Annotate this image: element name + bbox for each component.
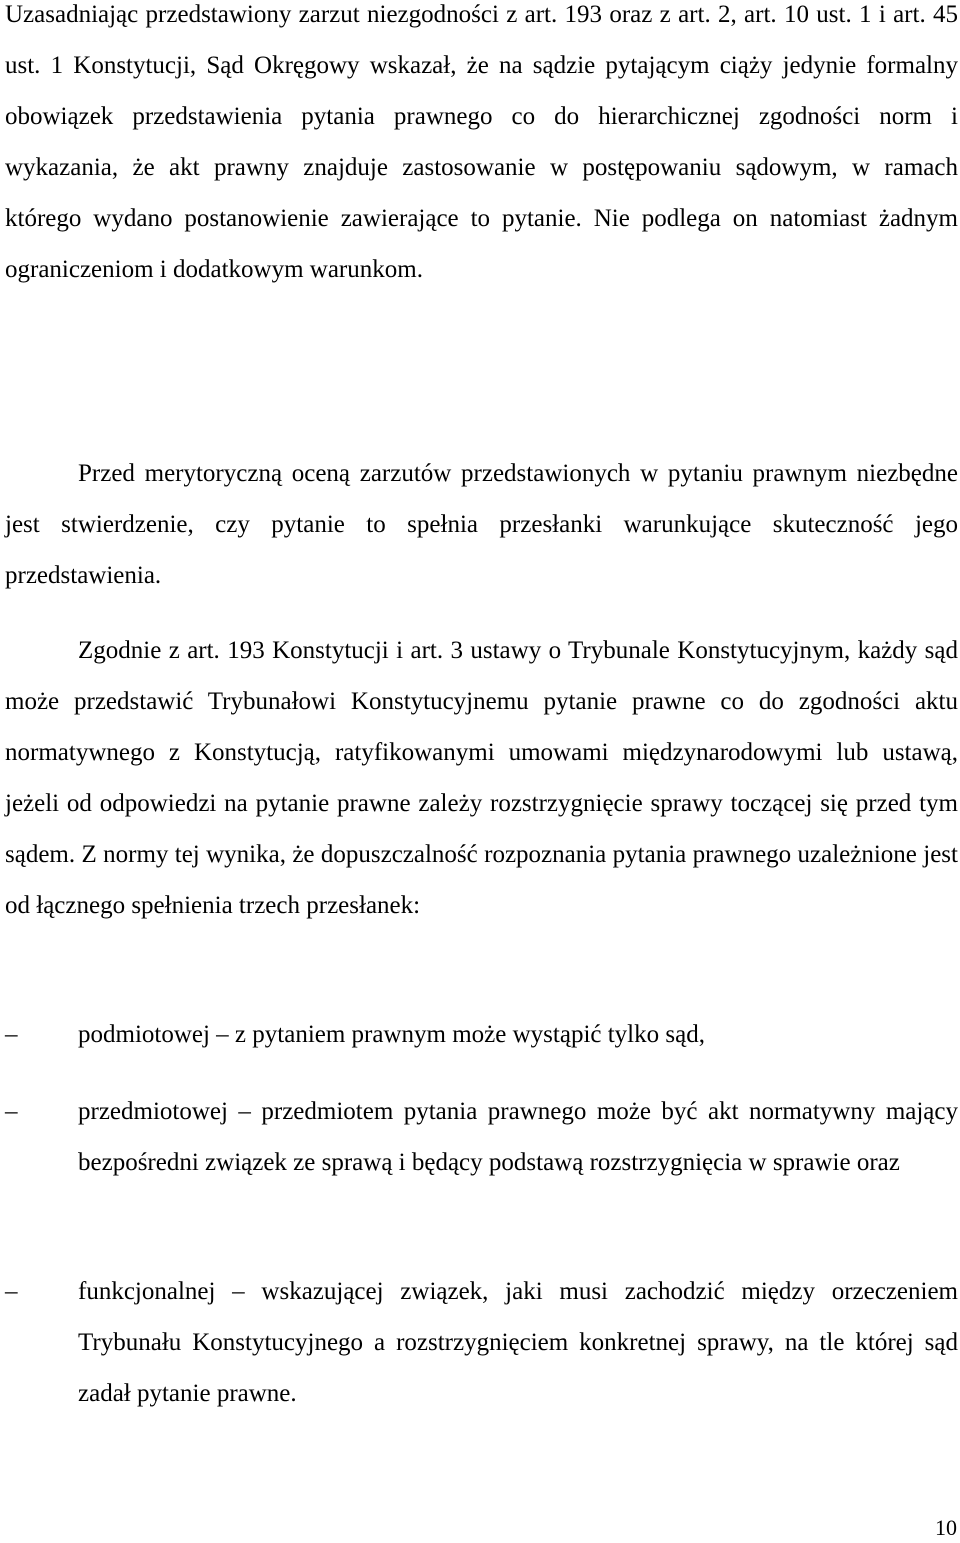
list-dash: – <box>5 1021 18 1048</box>
paragraph-1: Uzasadniając przedstawiony zarzut niezgodności z art. 193 oraz z art. 2, art. 10 ust. 1 i art. 45 ust. 1 Konstytucji, Sąd Okręgowy wskazał, że na sądzie pytającym ciąży jedynie formalny obowiązek przedstawienia pytania prawnego co do hierarchicznej zgodności norm i wykazania, że akt prawny znajduje zastosowanie w postępowaniu sądowym, w ramach którego wydano postanowienie zawierające to pytanie. Nie podlega on natomiast żadnym ograniczeniom i dodatkowym warunkom. <box>5 1 958 283</box>
paragraph-2: Przed merytoryczną oceną zarzutów przedstawionych w pytaniu prawnym niezbędne jest stwierdzenie, czy pytanie to spełnia przesłanki warunkujące skuteczność jego przedstawienia. <box>5 460 958 589</box>
list-item <box>5 1266 958 1419</box>
list-item <box>5 1009 958 1060</box>
page-number: 10 <box>935 1515 957 1540</box>
list-dash: – <box>5 1098 18 1125</box>
list-item-text: przedmiotowej – przedmiotem pytania prawnego może być akt normatywny mający bezpośredni związek ze sprawą i będący podstawą rozstrzygnięcia w sprawie oraz <box>78 1098 958 1176</box>
list-dash: – <box>5 1278 18 1305</box>
list-item-text: funkcjonalnej – wskazującej związek, jaki musi zachodzić między orzeczeniem Trybunału Konstytucyjnego a rozstrzygnięciem konkretnej sprawy, na tle której sąd zadał pytanie prawne. <box>78 1278 958 1407</box>
list-item <box>5 1086 958 1188</box>
paragraph-3: Zgodnie z art. 193 Konstytucji i art. 3 ustawy o Trybunale Konstytucyjnym, każdy sąd może przedstawić Trybunałowi Konstytucyjnemu pytanie prawne co do zgodności aktu normatywnego z Konstytucją, ratyfikowanymi umowami międzynarodowymi lub ustawą, jeżeli od odpowiedzi na pytanie prawne zależy rozstrzygnięcie sprawy toczącej się przed tym sądem. Z normy tej wynika, że dopuszczalność rozpoznania pytania prawnego uzależnione jest od łącznego spełnienia trzech przesłanek: <box>5 637 958 919</box>
list-item-text: podmiotowej – z pytaniem prawnym może wystąpić tylko sąd, <box>78 1021 705 1048</box>
